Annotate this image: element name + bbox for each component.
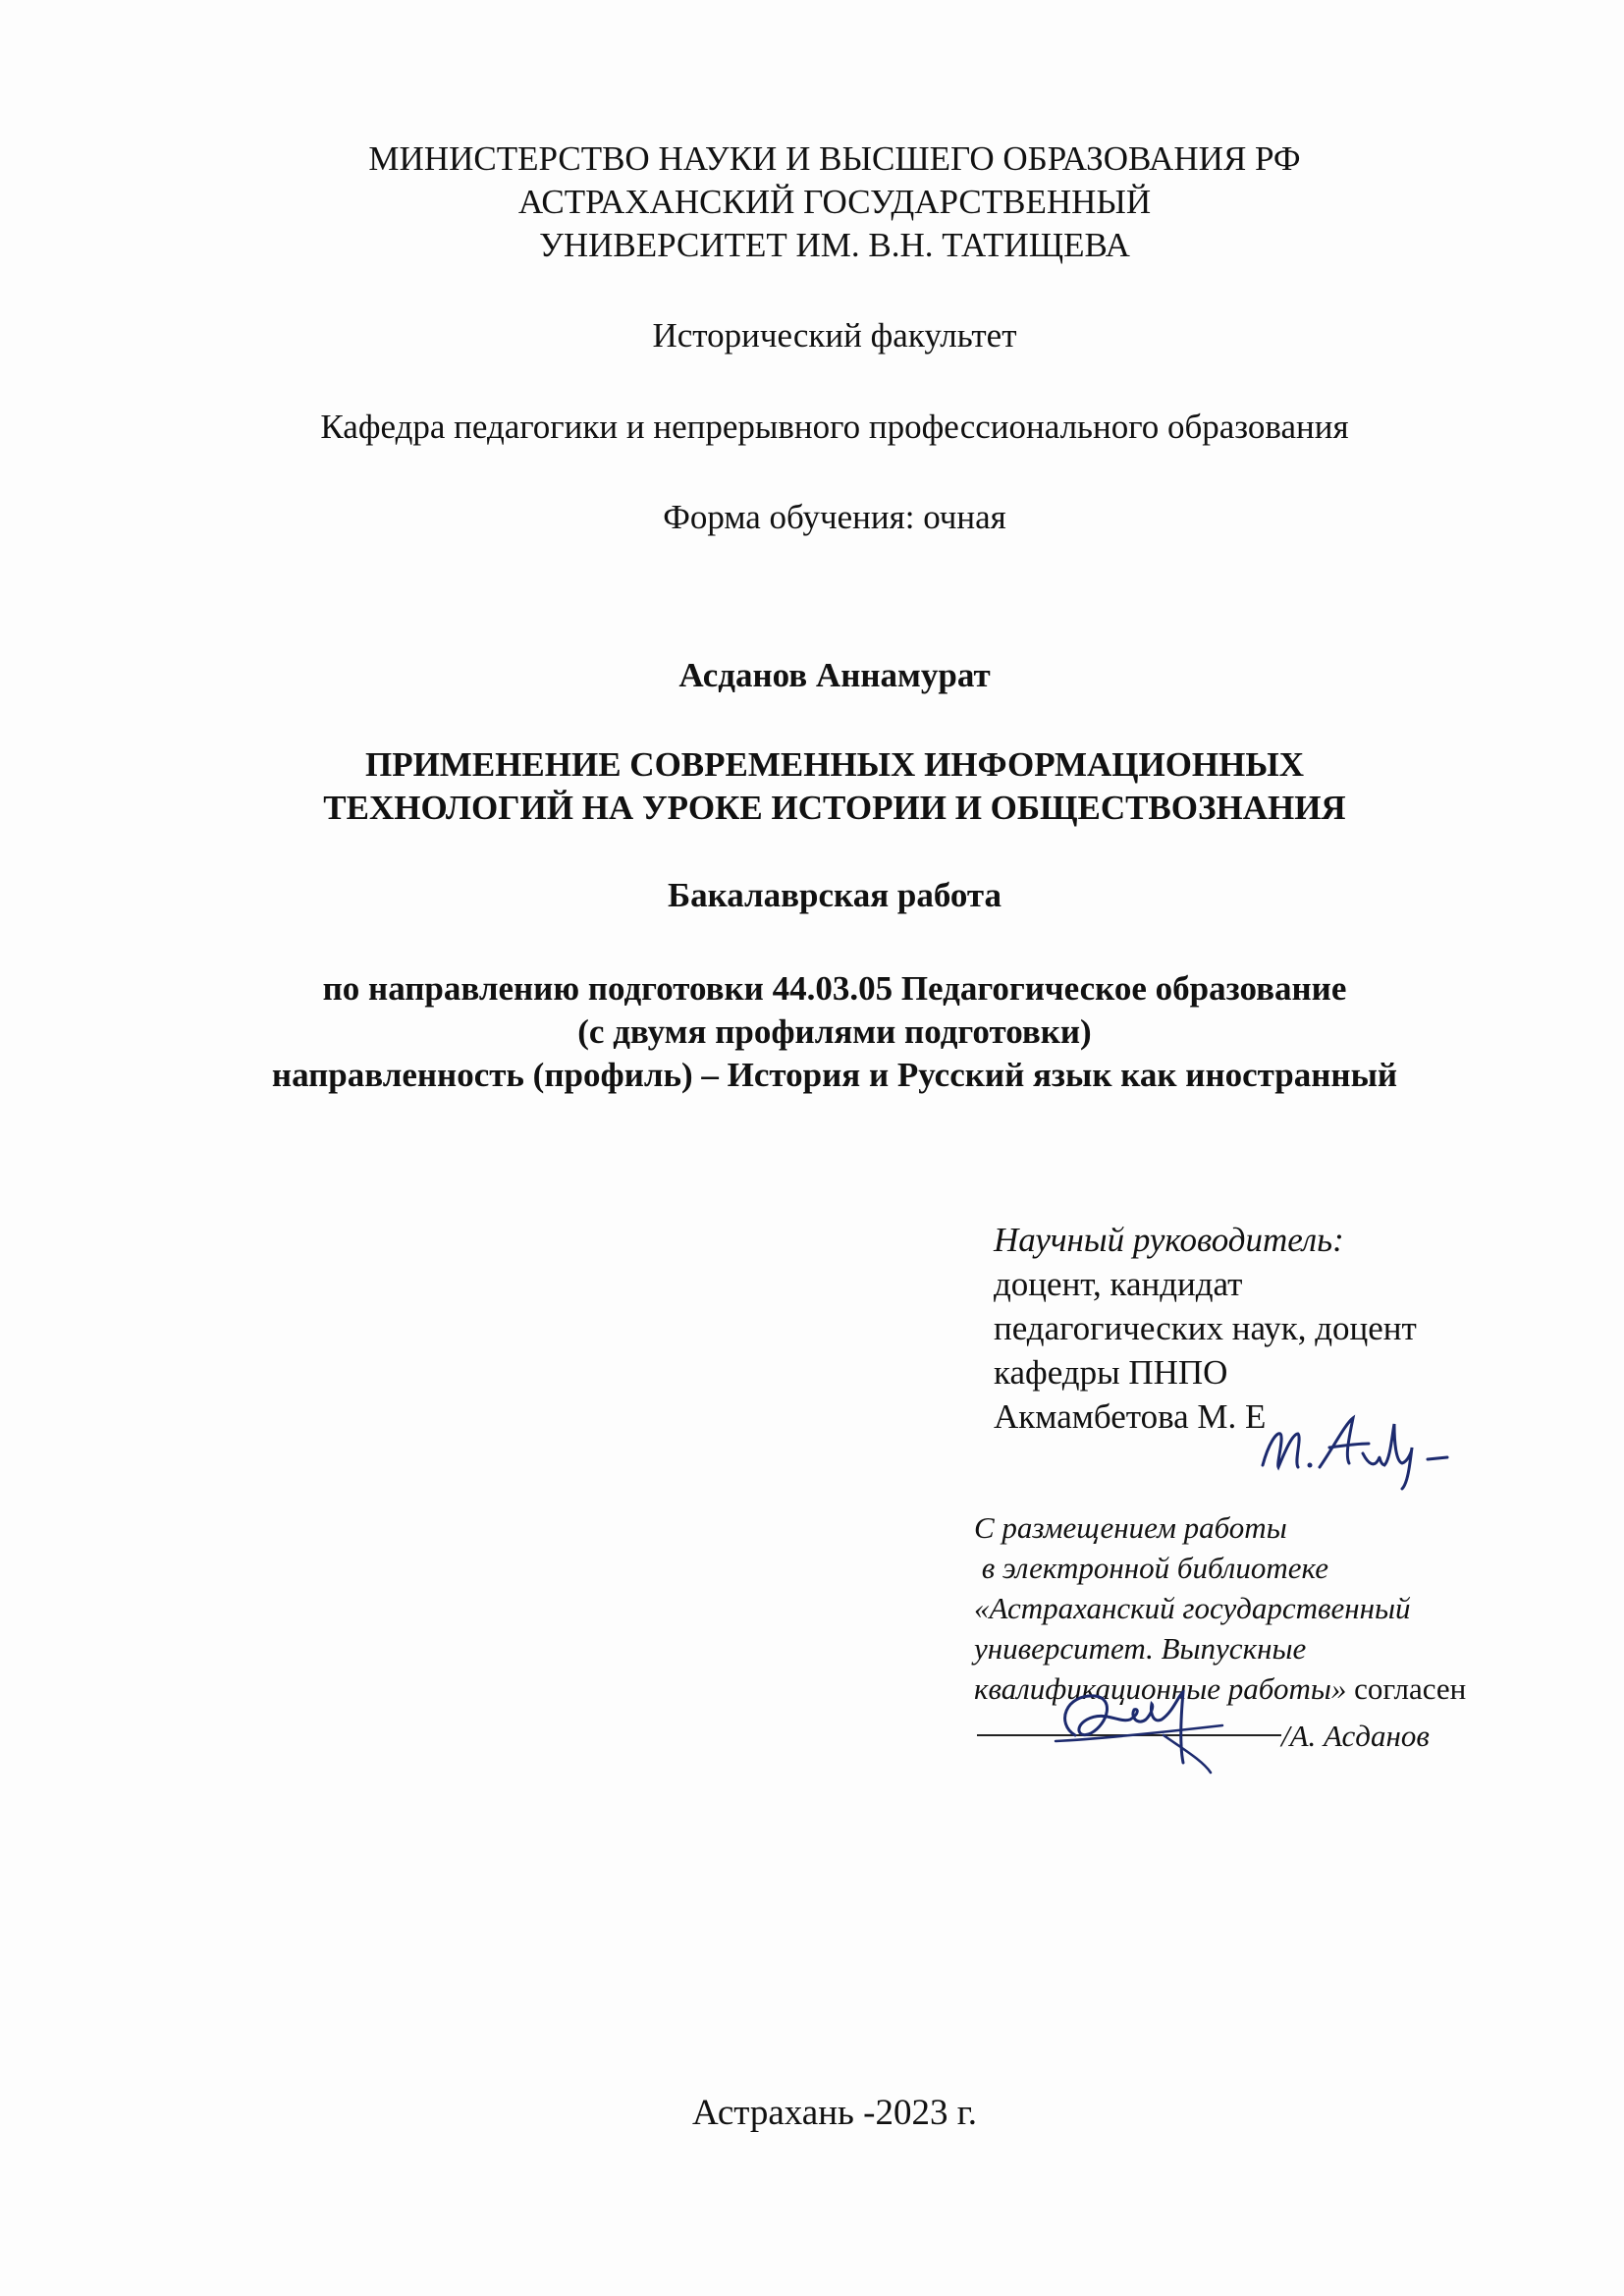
work-title	[0, 743, 1624, 830]
supervisor-position-1: доцент, кандидат	[994, 1265, 1243, 1303]
author-signer-name: /А. Асданов	[1281, 1719, 1430, 1753]
faculty-name: Исторический факультет	[652, 316, 1017, 355]
direction-line-1: по направлению подготовки 44.03.05 Педагогическое образование	[322, 969, 1347, 1008]
university-line-2: УНИВЕРСИТЕТ ИМ. В.Н. ТАТИЩЕВА	[539, 226, 1130, 264]
consent-line-3: «Астраханский государственный	[974, 1591, 1411, 1625]
department-name: Кафедра педагогики и непрерывного профессионального образования	[320, 408, 1349, 446]
city-year: Астрахань -2023 г.	[692, 2093, 977, 2133]
work-title-line-1: ПРИМЕНЕНИЕ СОВРЕМЕННЫХ ИНФОРМАЦИОННЫХ	[364, 745, 1305, 784]
consent-agree-word: согласен	[1346, 1671, 1467, 1706]
supervisor-name: Акмамбетова М. Е	[994, 1397, 1267, 1436]
study-form: Форма обучения: очная	[663, 498, 1006, 536]
consent-line-2: в электронной библиотеке	[974, 1551, 1328, 1585]
consent-line-1: С размещением работы	[974, 1510, 1287, 1545]
consent-line-4: университет. Выпускные	[974, 1631, 1307, 1666]
ministry-header	[0, 137, 1624, 267]
supervisor-caption: Научный руководитель:	[994, 1221, 1344, 1259]
supervisor-position-3: кафедры ПНПО	[994, 1353, 1228, 1392]
work-type: Бакалаврская работа	[667, 876, 1002, 914]
consent-block	[974, 1507, 1466, 1709]
study-direction	[0, 967, 1624, 1097]
university-line-1: АСТРАХАНСКИЙ ГОСУДАРСТВЕННЫЙ	[517, 183, 1152, 221]
consent-line-5-text: квалификационные работы»	[974, 1671, 1347, 1706]
supervisor-position-2: педагогических наук, доцент	[994, 1309, 1417, 1347]
direction-line-3: направленность (профиль) – История и Русский язык как иностранный	[271, 1056, 1398, 1094]
author-signature	[1036, 1684, 1242, 1777]
supervisor-signature	[1255, 1404, 1481, 1493]
ministry-line: МИНИСТЕРСТВО НАУКИ И ВЫСШЕГО ОБРАЗОВАНИЯ РФ	[368, 139, 1301, 178]
work-title-line-2: ТЕХНОЛОГИЙ НА УРОКЕ ИСТОРИИ И ОБЩЕСТВОЗНАНИЯ	[323, 789, 1346, 827]
direction-line-2: (с двумя профилями подготовки)	[577, 1012, 1092, 1051]
author-name: Асданов Аннамурат	[678, 656, 991, 694]
